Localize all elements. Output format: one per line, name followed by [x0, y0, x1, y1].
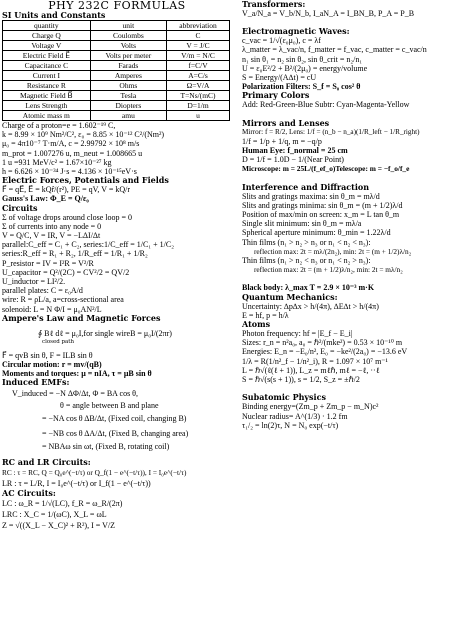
table-cell: Coulombs: [90, 31, 166, 41]
table-cell: Electric Field E⃗: [3, 51, 91, 61]
constants-list: [2, 121, 232, 176]
circuit-line: wire: R = ρL/a, a=cross-sectional area: [2, 295, 124, 305]
interference-line: Thin films (n₁ > n₂ > n₃ or n₁ < n₂ < n₃):: [242, 237, 371, 247]
table-cell: f=C/V: [167, 61, 230, 71]
constant-line: 1 u =931 MeV/c² = 1.67×10⁻²⁷ kg: [2, 157, 112, 167]
table-header-row: [3, 21, 230, 31]
circuits-heading: Circuits: [2, 202, 38, 213]
interference-heading: Interference and Diffraction: [242, 181, 370, 192]
table-cell: Magnetic Field B⃗: [3, 91, 91, 101]
table-header-cell: unit: [90, 21, 166, 31]
table-cell: A=C/s: [167, 71, 230, 81]
em-wave-line: U = ε₀E²/2 + B²/(2μ₀) = energy/volume: [242, 63, 368, 73]
primary-colors-line: Add: Red-Green-Blue Subtr: Cyan-Magenta-Yellow: [242, 100, 410, 110]
constant-line: h = 6.626 × 10⁻³⁴ J·s = 4.136 × 10⁻¹⁵eV·s: [2, 167, 137, 177]
ampere-integral: [2, 323, 232, 351]
polarization-line: Polarization Filters: S_f = S₀ cos² θ: [242, 82, 361, 92]
diopter-line: D = 1/f = 1.0D − 1/(Near Point): [242, 155, 344, 165]
ac-heading: AC Circuits:: [2, 487, 56, 498]
interference-line: Thin films (n₁ > n₂ < n₃ or n₁ < n₂ > n₃):: [242, 256, 371, 266]
atoms-line: 1/λ = R(1/n²_f − 1/n²_i), R = 1.097 × 10⁷ m⁻¹: [242, 356, 388, 366]
circuit-line: Σ of currents into any node = 0: [2, 221, 102, 231]
transformers-heading: Transformers:: [242, 0, 306, 9]
em-wave-line: c_vac = 1/√(ε₀μ₀), c = λf: [242, 36, 321, 46]
ac-line: Z = √((X_L − X_C)² + R²), I = V/Z: [2, 520, 115, 530]
table-cell: Capacitance C: [3, 61, 91, 71]
table-cell: Volts per meter: [90, 51, 166, 61]
circuit-line: Σ of voltage drops around close loop = 0: [2, 212, 133, 222]
table-header-cell: abbreviation: [167, 21, 230, 31]
em-wave-line: S = Energy/(A∆t) = cU: [242, 73, 317, 83]
subatomic-list: [242, 402, 472, 430]
table-cell: amu: [90, 111, 166, 121]
table-cell: V = J/C: [167, 41, 230, 51]
table-row: [3, 31, 230, 41]
lr-line: LR : τ = L/R, I = I₀e^(−t/τ) or I_f(1 − e^(−t/τ)): [2, 478, 151, 488]
atoms-line: Photon frequency: hf = |E_f − E_i|: [242, 329, 353, 339]
subatomic-heading: Subatomic Physics: [242, 392, 326, 403]
table-cell: Diopters: [90, 101, 166, 111]
induced-line: = NBAω sin ωt, (Fixed B, rotating coil): [42, 441, 170, 451]
em-wave-line: λ_matter = λ_vac/n, f_matter = f_vac, c_matter = c_vac/n: [242, 45, 427, 55]
left-column: [2, 0, 232, 531]
page-title: PHY 232C FORMULAS: [48, 0, 186, 12]
table-cell: Lens Strength: [3, 101, 91, 111]
transformers-line: V_a/N_a = V_b/N_b, I_aN_A = I_BN_B, P_A = P_B: [242, 9, 415, 18]
induced-line: = −NA cos θ ΔB/Δt, (Fixed coil, changing B): [42, 413, 187, 423]
circuit-line: series:R_eff = R₁ + R₂, 1/R_eff = 1/R₁ + 1/R₂: [2, 249, 148, 259]
table-cell: Amperes: [90, 71, 166, 81]
em-waves-list: [242, 36, 472, 82]
circuit-line: parallel plates: C = ε₀A/d: [2, 286, 83, 296]
atoms-line: S = ℏ√(s(s + 1)), s = 1/2, S_z = ±ℏ/2: [242, 375, 360, 385]
circuit-line: U_inductor = LI²/2.: [2, 277, 66, 287]
quantum-heading: Quantum Mechanics:: [242, 291, 338, 302]
circuits-list: [2, 213, 232, 314]
gauss-law: Gauss's Law: Φ_E = Q/ε₀: [2, 194, 89, 204]
interference-line: reflection max: 2t = (m + 1/2)λ/n₂, min: 2t = mλ/n₂: [254, 265, 403, 275]
black-body-line: Black body: λ_max T = 2.9 × 10⁻³ m·K: [242, 283, 375, 293]
interference-line: Spherical aperture minimum: θ_min = 1.22λ/d: [242, 228, 391, 238]
circular-motion: Circular motion: r = mv/(qB): [2, 360, 102, 370]
atoms-line: Sizes: r_n = n²a₀, a₀ = ℏ²/(mke²) = 0.53 × 10⁻¹⁰ m: [242, 338, 403, 348]
human-eye-line: Human Eye: f_normal = 25 cm: [242, 146, 348, 156]
circuit-line: solenoid: L = N Φ/I = μ₀AN²/L: [2, 304, 102, 314]
em-waves-heading: Electromagnetic Waves:: [242, 26, 350, 37]
right-column: [242, 0, 472, 430]
induced-line: V_induced = −N ΔΦ/Δt, Φ = BA cos θ,: [12, 389, 139, 399]
table-cell: Voltage V: [3, 41, 91, 51]
ampere-heading: Ampere's Law and Magnetic Forces: [2, 312, 161, 323]
constant-line: k = 8.99 × 10⁹ Nm²/C², ε₀ = 8.85 × 10⁻¹² C²/(Nm²): [2, 130, 165, 140]
induced-emf-heading: Induced EMFs:: [2, 377, 70, 388]
ampere-integral-subscript: closed path: [42, 338, 75, 345]
interference-line: Single slit minimum: sin θ_m = mλ/a: [242, 219, 362, 229]
ac-line: LC : ω_R = 1/√(LC), f_R = ω_R/(2π): [2, 498, 123, 508]
magnetic-force-line: F⃗ = qvB sin θ, F = ILB sin θ: [2, 350, 93, 360]
atoms-heading: Atoms: [242, 319, 271, 330]
table-cell: Farads: [90, 61, 166, 71]
primary-colors-heading: Primary Colors: [242, 90, 310, 101]
table-cell: u: [167, 111, 230, 121]
quantum-line: E = hf, p = h/λ: [242, 310, 289, 320]
constant-line: m_prot = 1.007276 u, m_neut = 1.008665 u: [2, 148, 143, 158]
table-cell: D=1/m: [167, 101, 230, 111]
constant-line: Charge of a proton=e = 1.602⁻¹⁹ C,: [2, 121, 116, 130]
quantum-line: Uncertainty: ∆p∆x > h/(4π), ∆E∆t > h/(4π): [242, 301, 379, 311]
table-row: [3, 61, 230, 71]
si-units-heading: SI Units and Constants: [2, 10, 106, 20]
interference-line: Slits and gratings minima: sin θ_m = (m + 1/2)λ/d: [242, 200, 403, 210]
circuit-line: V = Q/C, V = IR, V = −LΔI/Δt: [2, 231, 101, 241]
interference-list: [242, 192, 472, 275]
subatomic-line: Nuclear radius= A^(1/3) · 1.2 fm: [242, 411, 348, 421]
mirrors-lenses-heading: Mirrors and Lenses: [242, 117, 330, 128]
interference-line: Slits and gratings maxima: sin θ_m = mλ/d: [242, 191, 380, 201]
table-row: [3, 111, 230, 121]
table-row: [3, 101, 230, 111]
table-cell: C: [167, 31, 230, 41]
interference-line: reflection max: 2t = mλ/(2n₂), min: 2t = (m + 1/2)λ/n₂: [254, 246, 412, 256]
table-row: [3, 91, 230, 101]
table-cell: Current I: [3, 71, 91, 81]
quantum-list: [242, 302, 472, 320]
table-cell: Atomic mass m: [3, 111, 91, 121]
rc-lr-heading: RC and LR Circuits:: [2, 456, 91, 467]
ampere-integral-text: ∮ Bℓ dℓ = μ₀I,for single wireB = μ₀I/(2πr): [38, 329, 172, 339]
atoms-line: L = ℏ√(ℓ(ℓ + 1)), L_z = mℓℏ, mℓ = −ℓ, ··ℓ: [242, 365, 380, 375]
interference-line: Position of max/min on screen: x_m = L tan θ_m: [242, 210, 400, 220]
circuit-line: U_capacitor = Q²/(2C) = CV²/2 = QV/2: [2, 267, 130, 277]
atoms-line: Energies: E_n = −E₀/n², E₀ = −ke²/(2a₀) = −13.6 eV: [242, 347, 408, 357]
forces-heading: Electric Forces, Potentials and Fields: [2, 175, 169, 186]
table-cell: V/m = N/C: [167, 51, 230, 61]
lens-equation-line: 1/f = 1/p + 1/q, m = −q/p: [242, 136, 322, 146]
atoms-list: [242, 329, 472, 384]
microscope-line: Microscope: m = 25L/(f_ef_o)Telescope: m = −f_o/f_e: [242, 164, 410, 174]
table-cell: Resistance R: [3, 81, 91, 91]
constant-line: μ₀ = 4π10⁻⁷ T·m/A, c = 2.99792 × 10⁸ m/s: [2, 139, 140, 149]
circuit-line: parallel:C_eff = C₁ + C₂, series:1/C_eff = 1/C₁ + 1/C₂: [2, 240, 174, 250]
si-units-table: [2, 20, 230, 121]
table-row: [3, 41, 230, 51]
induced-line: = −NB cos θ ΔA/Δt, (Fixed B, changing area): [42, 428, 189, 438]
em-wave-line: n₁ sin θ₁ = n₂ sin θ₂, sin θ_crit = n₂/n₁: [242, 54, 363, 64]
induced-line: θ = angle between B and plane: [60, 401, 159, 411]
table-cell: T=Ns/(mC): [167, 91, 230, 101]
table-cell: Ω=V/A: [167, 81, 230, 91]
rc-line: RC : τ = RC, Q = Q₀e^(−t/τ) or Q_f(1 − e^(−t/τ)), I = I₀e^(−t/τ): [2, 467, 187, 477]
mirror-line: Mirror: f = R/2, Lens: 1/f = (n_b − n_a)(1/R_left − 1/R_right): [242, 127, 420, 136]
circuit-line: P_resistor = IV = I²R = V²/R: [2, 258, 94, 268]
moments-torques: Moments and torques: μ = nIA, τ = μB sin θ: [2, 369, 152, 379]
table-row: [3, 51, 230, 61]
ac-line: LRC : X_C = 1/(ωC), X_L = ωL: [2, 509, 107, 519]
table-header-cell: quantity: [3, 21, 91, 31]
table-cell: Charge Q: [3, 31, 91, 41]
forces-line: F⃗ = qE⃗, E⃗ = kQr̂/(r²), PE = qV, V = kQ/r: [2, 185, 131, 195]
subatomic-line: τ₁/₂ = ln(2)τ, N = N₀ exp(−t/τ): [242, 420, 339, 430]
table-cell: Volts: [90, 41, 166, 51]
table-row: [3, 81, 230, 91]
subatomic-line: Binding energy=(Zm_p + Zm_p − m_N)c²: [242, 402, 379, 412]
table-cell: Ohms: [90, 81, 166, 91]
table-cell: Tesla: [90, 91, 166, 101]
table-row: [3, 71, 230, 81]
